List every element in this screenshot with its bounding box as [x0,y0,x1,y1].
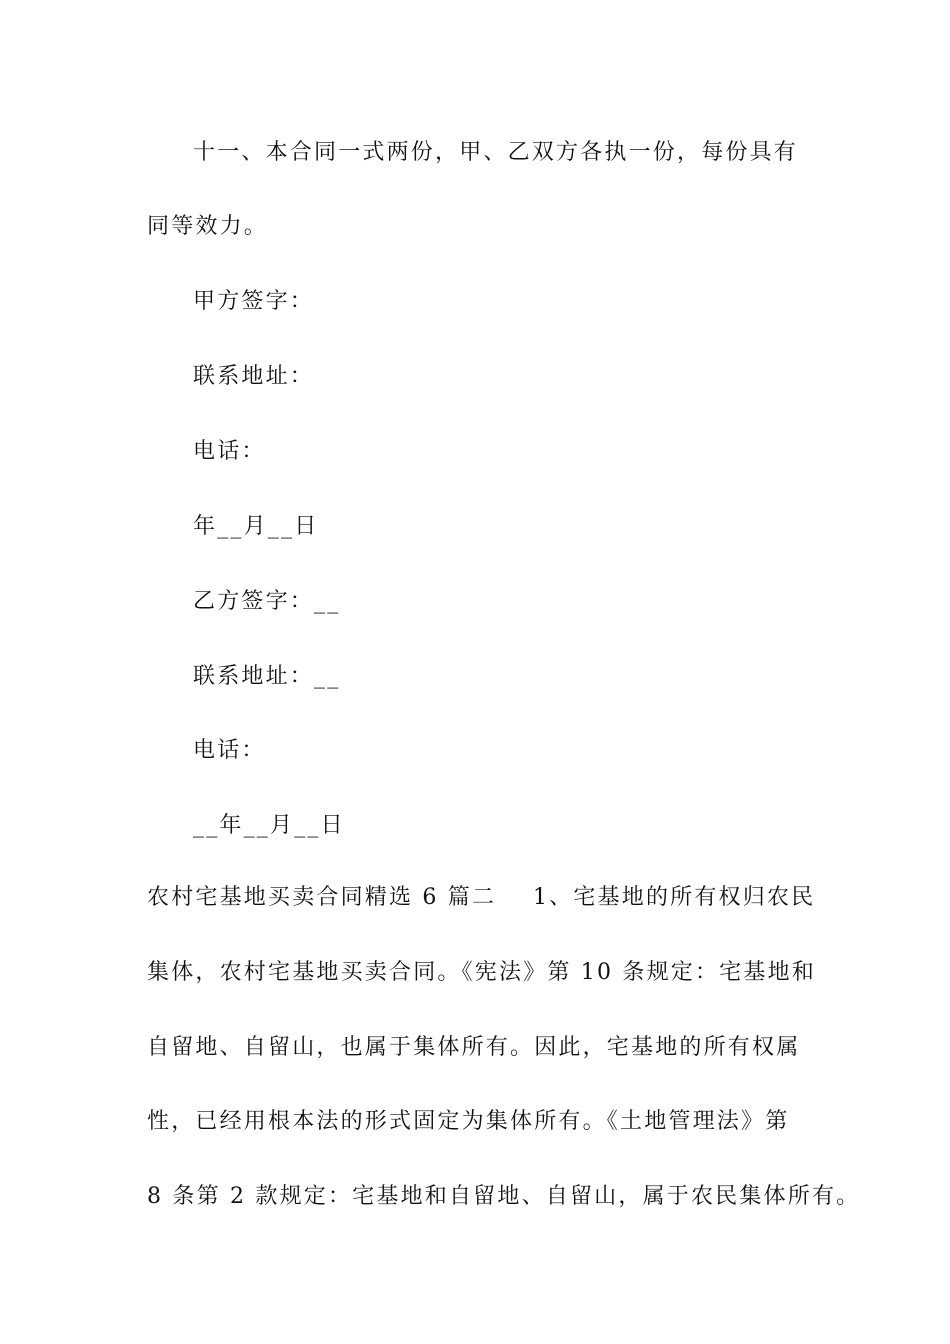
body-paragraph-line: 集体，农村宅基地买卖合同。《宪法》第 10 条规定：宅基地和 [147,960,816,985]
party-a-signature-label: 甲方签字： [193,289,315,314]
party-a-address-label: 联系地址： [193,364,315,389]
body-paragraph-line: 8 条第 2 款规定：宅基地和自留地、自留山，属于农民集体所有。 [147,1184,861,1209]
clause-eleven-line-1: 十一、本合同一式两份，甲、乙双方各执一份，每份具有 [193,140,799,165]
party-a-phone-label: 电话： [193,439,266,464]
body-paragraph-line: 性，已经用根本法的形式固定为集体所有。《土地管理法》第 [147,1109,790,1134]
party-b-signature-label: 乙方签字：__ [193,589,341,614]
party-b-address-label: 联系地址：__ [193,664,341,689]
party-a-date-line: 年__月__日 [193,514,319,539]
body-paragraph-line: 自留地、自留山，也属于集体所有。因此，宅基地的所有权属 [147,1035,801,1060]
party-b-phone-label: 电话： [193,738,266,763]
party-b-date-line: __年__月__日 [193,813,345,838]
clause-eleven-line-2: 同等效力。 [147,214,269,239]
section-two-heading-line: 农村宅基地买卖合同精选 6 篇二 1、宅基地的所有权归农民 [147,885,816,910]
